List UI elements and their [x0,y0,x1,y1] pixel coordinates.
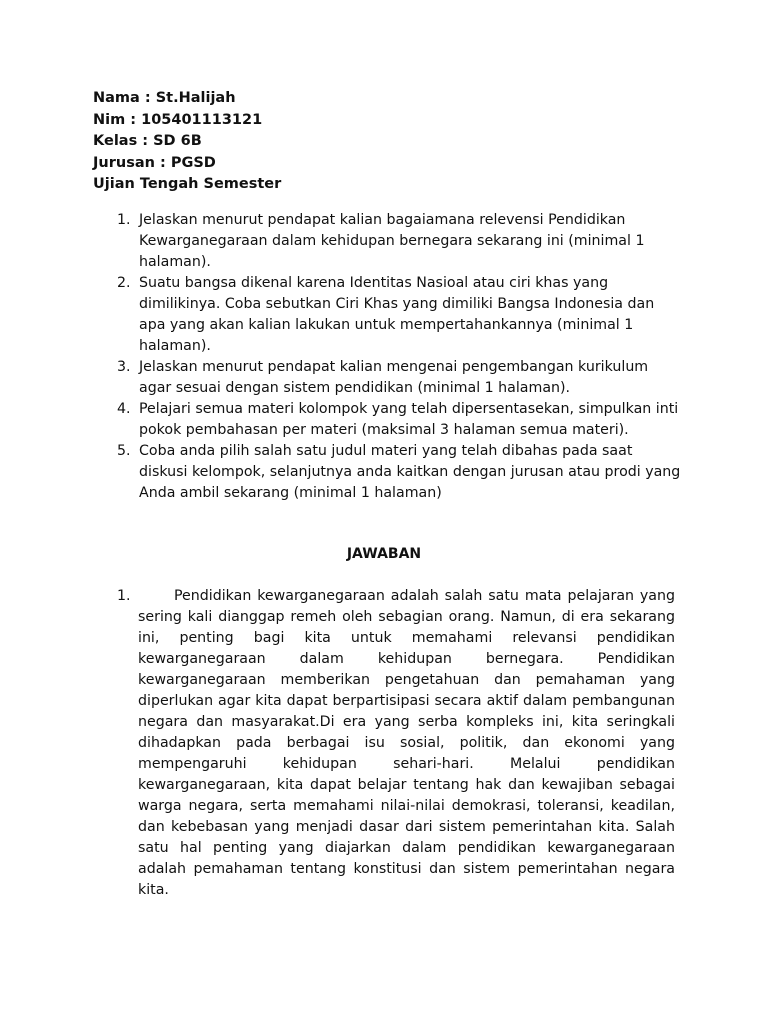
answers-heading: JAWABAN [346,546,422,562]
question-text: Suatu bangsa dikenal karena Identitas Nasioal atau ciri khas yang dimilikinya. Coba sebutkan Ciri Khas yang dimiliki Bangsa Indonesia dan apa yang akan kalian lakukan untuk mempertahankannya (minimal 1 halaman). [139,275,655,354]
question-item [93,357,683,399]
question-item [93,441,683,504]
question-item [93,210,683,273]
answer-text: Pendidikan kewarganegaraan adalah salah satu mata pelajaran yang sering kali dianggap remeh oleh sebagian orang. Namun, di era sekarang ini, penting bagi kita untuk memahami relevansi pendidikan kewarganegaraan dalam kehidupan bernegara. Pendidikan kewarganegaraan memberikan pengetahuan dan pemahaman yang diperlukan agar kita dapat berpartisipasi secara aktif dalam pembangunan negara dan masyarakat.Di era yang serba kompleks ini, kita seringkali dihadapkan pada berbagai isu sosial, politik, dan ekonomi yang mempengaruhi kehidupan sehari-hari. Melalui pendidikan kewarganegaraan, kita dapat belajar tentang hak dan kewajiban sebagai warga negara, serta memahami nilai-nilai demokrasi, toleransi, keadilan, dan kebebasan yang menjadi dasar dari sistem pemerintahan kita. Salah satu hal penting yang diajarkan dalam pendidikan kewarganegaraan adalah pemahaman tentang konstitusi dan sistem pemerintahan negara kita. [138,588,675,898]
question-number: 5. [117,443,131,459]
question-text: Coba anda pilih salah satu judul materi yang telah dibahas pada saat diskusi kelompok, selanjutnya anda kaitkan dengan jurusan atau prodi yang Anda ambil sekarang (minimal 1 halaman) [139,443,681,501]
question-item [93,399,683,441]
student-major: Jurusan : PGSD [93,154,216,171]
student-info [93,88,281,196]
answer-item [93,586,675,901]
answer-number: 1. [117,588,131,604]
question-number: 4. [117,401,131,417]
question-number: 1. [117,212,131,228]
exam-title: Ujian Tengah Semester [93,176,282,192]
question-text: Jelaskan menurut pendapat kalian bagaiamana relevensi Pendidikan Kewarganegaraan dalam kehidupan bernegara sekarang ini (minimal 1 halaman). [139,212,645,270]
question-item [93,273,683,357]
student-class: Kelas : SD 6B [93,133,202,149]
student-nim: Nim : 105401113121 [93,111,263,128]
question-list [93,210,683,504]
student-name: Nama : St.Halijah [93,90,236,106]
question-number: 3. [117,359,131,375]
question-text: Jelaskan menurut pendapat kalian mengenai pengembangan kurikulum agar sesuai dengan sistem pendidikan (minimal 1 halaman). [139,359,649,396]
question-number: 2. [117,275,131,291]
question-text: Pelajari semua materi kolompok yang telah dipersentasekan, simpulkan inti pokok pembahasan per materi (maksimal 3 halaman semua materi). [139,401,679,438]
